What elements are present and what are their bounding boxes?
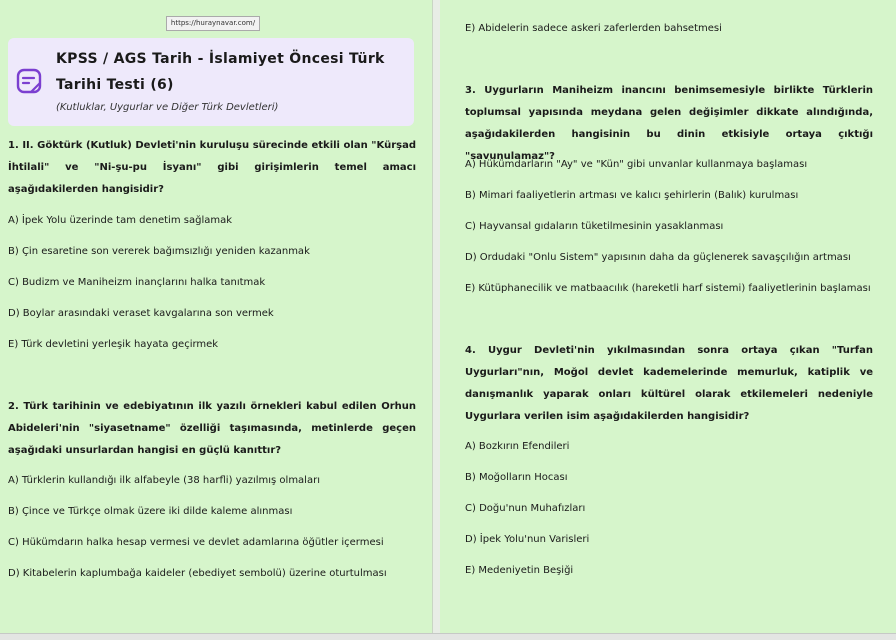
question-2-option-b[interactable]: B) Çince ve Türkçe olmak üzere iki dilde kaleme alınması [8,506,293,517]
question-4-option-a[interactable]: A) Bozkırın Efendileri [465,441,570,452]
question-3-option-c[interactable]: C) Hayvansal gıdaların tüketilmesinin yasaklanması [465,221,724,232]
question-2-option-e[interactable]: E) Abidelerin sadece askeri zaferlerden bahsetmesi [465,23,722,34]
page-title: KPSS / AGS Tarih - İslamiyet Öncesi Türk Tarihi Testi (6) [56,51,385,93]
question-4-option-b[interactable]: B) Moğolların Hocası [465,472,568,483]
question-3-option-d[interactable]: D) Ordudaki "Onlu Sistem" yapısının daha da güçlenerek savaşçılığın artması [465,252,851,263]
question-1-option-b[interactable]: B) Çin esaretine son vererek bağımsızlığı yeniden kazanmak [8,246,310,257]
sticky-note-icon [16,68,42,94]
question-1-text: 1. II. Göktürk (Kutluk) Devleti'nin kuruluşu sürecinde etkili olan "Kürşad İhtilali" ve "Ni-şu-pu İsyanı" gibi girişimlerin temel amacı aşağıdakilerden hangisidir? [8,140,416,195]
question-1-option-a[interactable]: A) İpek Yolu üzerinde tam denetim sağlamak [8,215,233,226]
question-3-option-b[interactable]: B) Mimari faaliyetlerin artması ve kalıcı şehirlerin (Balık) kurulması [465,190,799,201]
question-2-option-a[interactable]: A) Türklerin kullandığı ilk alfabeyle (38 harfli) yazılmış olmaları [8,475,320,486]
question-4-option-d[interactable]: D) İpek Yolu'nun Varisleri [465,534,590,545]
question-2-text: 2. Türk tarihinin ve edebiyatının ilk yazılı örnekleri kabul edilen Orhun Abideleri'nin "siyasetname" özelliği taşımasında, metinlerde geçen aşağıdaki unsurlardan hangisi en güçlü kanıttır? [8,401,416,456]
page-subtitle: (Kutluklar, Uygurlar ve Diğer Türk Devletleri) [56,102,279,113]
question-3-text: 3. Uygurların Maniheizm inancını benimsemesiyle birlikte Türklerin toplumsal yapısında meydana gelen değişimler dikkate alındığında, aşağıdakilerden hangisinin bu dinin etkisiyle ortaya çıktığı "savunulamaz"? [465,85,873,162]
question-4-option-e[interactable]: E) Medeniyetin Beşiği [465,565,574,576]
question-2-option-c[interactable]: C) Hükümdarın halka hesap vermesi ve devlet adamlarına öğütler içermesi [8,537,384,548]
question-1-option-d[interactable]: D) Boylar arasındaki veraset kavgalarına son vermek [8,308,274,319]
bottom-scroll-bar[interactable] [0,633,896,640]
question-4-option-c[interactable]: C) Doğu'nun Muhafızları [465,503,586,514]
source-url[interactable]: https://huraynavar.com/ [166,16,260,31]
question-4-text: 4. Uygur Devleti'nin yıkılmasından sonra ortaya çıkan "Turfan Uygurları"nın, Moğol devlet kademelerinde memurluk, katiplik ve danışmanlık yaparak onları kültürel olarak etkilemeleri nedeniyle Uygurlara verilen isim aşağıdakilerden hangisidir? [465,345,873,422]
question-3-option-e[interactable]: E) Kütüphanecilik ve matbaacılık (hareketli harf sistemi) faaliyetlerinin başlaması [465,283,871,294]
question-3-option-a[interactable]: A) Hükümdarların "Ay" ve "Kün" gibi unvanlar kullanmaya başlaması [465,159,808,170]
title-card [8,38,414,126]
question-1-option-c[interactable]: C) Budizm ve Maniheizm inançlarını halka tanıtmak [8,277,266,288]
question-2-option-d[interactable]: D) Kitabelerin kaplumbağa kaideler (ebediyet sembolü) üzerine oturtulması [8,568,387,579]
question-1-option-e[interactable]: E) Türk devletini yerleşik hayata geçirmek [8,339,219,350]
